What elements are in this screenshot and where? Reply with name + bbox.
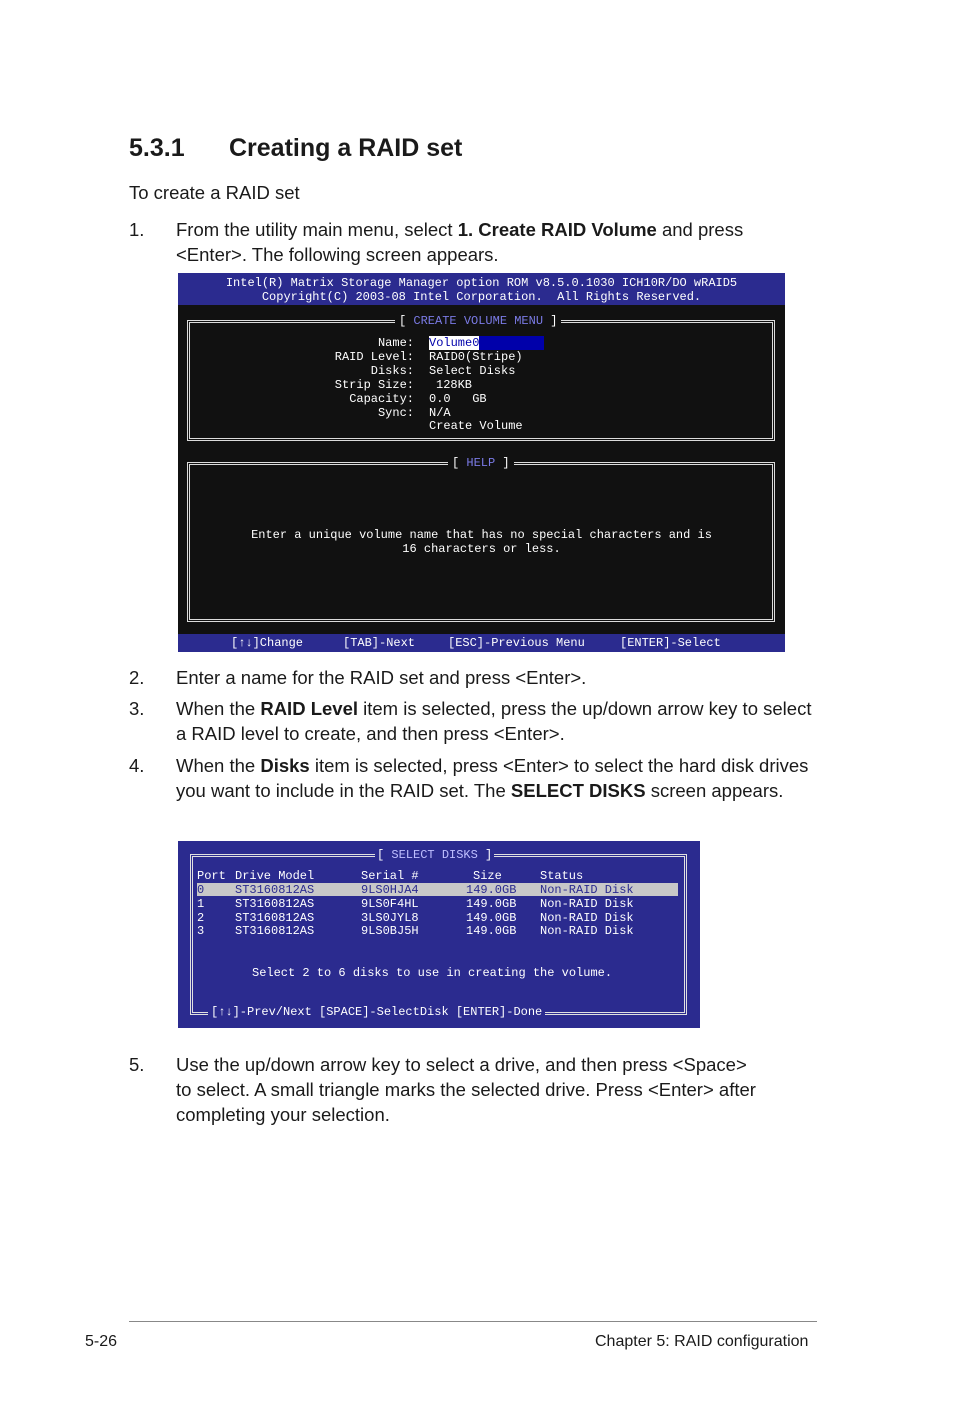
step-text: From the utility main menu, select <box>176 219 458 240</box>
col-port: Port <box>197 869 226 883</box>
sync-label: Sync: <box>377 406 414 420</box>
step-text: you want to include in the RAID set. The <box>176 780 511 801</box>
step-bold: SELECT DISKS <box>510 780 646 801</box>
cell-size: 149.0GB <box>466 897 517 911</box>
cell-port: 2 <box>197 911 205 925</box>
cell-port: 3 <box>197 924 205 938</box>
strip-size-label: Strip Size: <box>334 378 414 392</box>
cell-port: 0 <box>197 883 205 897</box>
cell-model: ST3160812AS <box>235 924 315 938</box>
step-text: When the <box>176 755 261 776</box>
cell-status: Non-RAID Disk <box>540 911 634 925</box>
step-4 <box>0 753 954 803</box>
step-text-line2: a RAID level to create, and then press <Enter>. <box>176 723 565 744</box>
step-text-line2: <Enter>. The following screen appears. <box>176 244 499 265</box>
capacity-value[interactable]: 0.0 GB <box>429 392 487 406</box>
step-bold: 1. Create RAID Volume <box>457 219 657 240</box>
col-serial: Serial # <box>361 869 419 883</box>
page-number: 5-26 <box>85 1333 118 1350</box>
bios-header-line1: Intel(R) Matrix Storage Manager option ROM v8.5.0.1030 ICH10R/DO wRAID5 <box>225 276 738 290</box>
step-5 <box>0 1052 954 1127</box>
key-next: [TAB]-Next <box>343 636 416 650</box>
cell-status: Non-RAID Disk <box>540 897 634 911</box>
step-text-line1: Use the up/down arrow key to select a drive, and then press <Space> <box>176 1054 747 1075</box>
name-input-value: Volume0 <box>429 336 480 350</box>
step-bold: Disks <box>260 755 310 776</box>
cell-status: Non-RAID Disk <box>540 883 634 897</box>
step-text-line3: completing your selection. <box>176 1104 390 1125</box>
col-status: Status <box>540 869 584 883</box>
step-text: item is selected, press <Enter> to select the hard disk drives <box>309 755 809 776</box>
create-volume-screen <box>178 273 785 652</box>
disks-value[interactable]: Select Disks <box>429 364 516 378</box>
step-bold: RAID Level <box>260 698 358 719</box>
cell-serial: 9LS0F4HL <box>361 897 419 911</box>
step-3 <box>0 696 954 746</box>
step-text: When the <box>176 698 261 719</box>
cell-size: 149.0GB <box>466 924 517 938</box>
step-1 <box>0 217 954 267</box>
strip-size-value[interactable]: 128KB <box>436 378 473 392</box>
help-text-line2: 16 characters or less. <box>402 542 561 556</box>
step-text: Enter a name for the RAID set and press <Enter>. <box>176 667 587 688</box>
key-change: [↑↓]Change <box>231 636 304 650</box>
select-disks-title: [ SELECT DISKS ] <box>377 848 493 862</box>
section-heading <box>129 134 462 163</box>
raid-level-value[interactable]: RAID0(Stripe) <box>429 350 523 364</box>
cell-status: Non-RAID Disk <box>540 924 634 938</box>
cell-model: ST3160812AS <box>235 883 315 897</box>
cell-serial: 9LS0BJ5H <box>361 924 419 938</box>
cell-size: 149.0GB <box>466 911 517 925</box>
select-disks-title-text: SELECT DISKS <box>391 848 478 862</box>
step-number: 5. <box>129 1054 145 1075</box>
cell-serial: 9LS0HJA4 <box>361 883 419 897</box>
select-disks-keys: [↑↓]-Prev/Next [SPACE]-SelectDisk [ENTER]-Done <box>208 1005 545 1019</box>
chapter-title: Chapter 5: RAID configuration <box>595 1333 809 1350</box>
col-size: Size <box>473 869 502 883</box>
raid-level-label: RAID Level: <box>334 350 414 364</box>
name-label: Name: <box>377 336 414 350</box>
help-title: [ HELP ] <box>448 456 514 470</box>
menu-title: [ CREATE VOLUME MENU ] <box>395 314 561 328</box>
step-number: 3. <box>129 698 145 719</box>
footer-divider <box>129 1321 817 1322</box>
menu-title-text: CREATE VOLUME MENU <box>413 314 544 328</box>
col-drive-model: Drive Model <box>235 869 315 883</box>
step-number: 4. <box>129 755 145 776</box>
section-number: 5.3.1 <box>129 134 185 162</box>
cell-port: 1 <box>197 897 205 911</box>
help-text-line1: Enter a unique volume name that has no special characters and is <box>251 528 712 542</box>
capacity-label: Capacity: <box>349 392 414 406</box>
step-text: item is selected, press the up/down arrow key to select <box>358 698 812 719</box>
intro-text: To create a RAID set <box>129 182 300 203</box>
select-disks-screen <box>178 841 700 1028</box>
section-title: Creating a RAID set <box>229 134 463 162</box>
step-number: 1. <box>129 219 145 240</box>
step-number: 2. <box>129 667 145 688</box>
step-text: screen appears. <box>645 780 784 801</box>
step-text: and press <box>656 219 744 240</box>
select-disks-message: Select 2 to 6 disks to use in creating the volume. <box>252 966 613 980</box>
cell-model: ST3160812AS <box>235 911 315 925</box>
cell-serial: 3LS0JYL8 <box>361 911 419 925</box>
bios-header-line2: Copyright(C) 2003-08 Intel Corporation. All Rights Reserved. <box>261 290 702 304</box>
sync-value[interactable]: N/A <box>429 406 451 420</box>
cell-size: 149.0GB <box>466 883 517 897</box>
key-previous-menu: [ESC]-Previous Menu <box>448 636 585 650</box>
step-text-line2: to select. A small triangle marks the selected drive. Press <Enter> after <box>176 1079 756 1100</box>
help-title-text: HELP <box>466 456 496 470</box>
key-select: [ENTER]-Select <box>620 636 721 650</box>
cell-model: ST3160812AS <box>235 897 315 911</box>
create-volume-button[interactable]: Create Volume <box>429 419 523 433</box>
name-input[interactable] <box>429 336 544 350</box>
disks-label: Disks: <box>370 364 414 378</box>
